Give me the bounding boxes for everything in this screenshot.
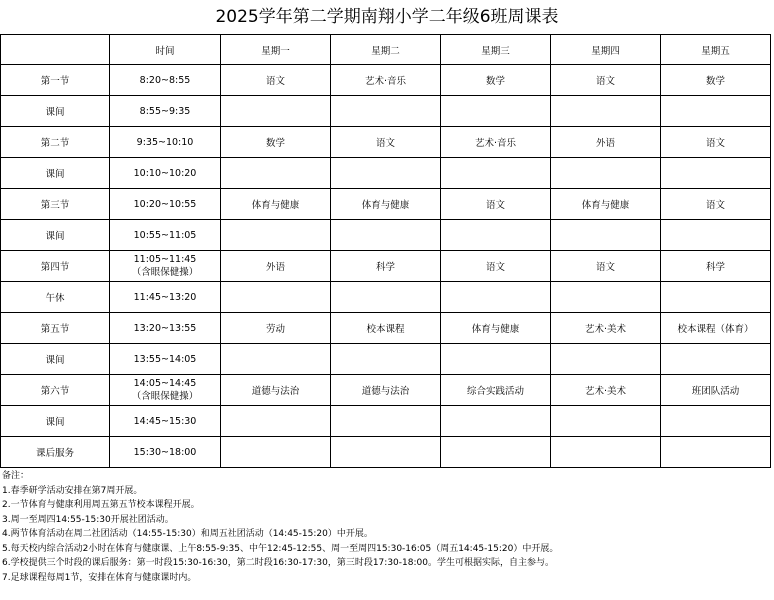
subject-cell: 艺术·美术 — [551, 375, 661, 406]
subject-cell: 外语 — [551, 127, 661, 158]
subject-cell — [551, 96, 661, 127]
time-range: 10:55~11:05 — [133, 229, 197, 241]
table-row — [1, 313, 771, 344]
table-row — [1, 282, 771, 313]
table-row — [1, 65, 771, 96]
subject-cell — [661, 96, 771, 127]
subject-cell — [551, 406, 661, 437]
subject-cell — [441, 344, 551, 375]
subject-cell — [221, 220, 331, 251]
note-item: 1.春季研学活动安排在第7周开展。 — [2, 485, 143, 496]
subject-cell — [441, 437, 551, 468]
period-time — [110, 437, 221, 468]
page-title: 2025学年第二学期南翔小学二年级6班周课表 — [215, 7, 559, 27]
table-row — [1, 189, 771, 220]
time-range: 13:55~14:05 — [133, 353, 197, 365]
subject-cell: 语文 — [331, 127, 441, 158]
subject-cell: 体育与健康 — [331, 189, 441, 220]
subject-cell — [661, 406, 771, 437]
note-item: 7.足球课程每周1节，安排在体育与健康课时内。 — [2, 572, 197, 583]
subject-cell: 科学 — [331, 251, 441, 282]
subject-cell — [551, 158, 661, 189]
subject-cell: 道德与法治 — [331, 375, 441, 406]
table-row — [1, 158, 771, 189]
time-range: 15:30~18:00 — [133, 446, 197, 458]
note-item: 6.学校提供三个时段的课后服务：第一时段15:30-16:30，第二时段16:30-17:30，第三时段17:30-18:00。学生可根据实际，自主参与。 — [2, 558, 554, 568]
header-time: 时间 — [110, 35, 221, 65]
table-row — [1, 375, 771, 406]
time-range: 14:05~14:45 — [133, 378, 197, 389]
subject-cell — [551, 437, 661, 468]
time-range: 10:20~10:55 — [133, 198, 197, 210]
subject-cell: 语文 — [661, 189, 771, 220]
subject-cell — [661, 282, 771, 313]
period-label: 课间 — [1, 344, 110, 375]
subject-cell: 劳动 — [221, 313, 331, 344]
time-range: 10:10~10:20 — [133, 167, 197, 179]
period-time — [110, 158, 221, 189]
subject-cell: 体育与健康 — [441, 313, 551, 344]
subject-cell — [331, 220, 441, 251]
subject-cell: 道德与法治 — [221, 375, 331, 406]
period-label: 午休 — [1, 282, 110, 313]
table-row — [1, 344, 771, 375]
subject-cell — [221, 282, 331, 313]
time-range: 9:35~10:10 — [136, 136, 194, 148]
period-label: 第一节 — [1, 65, 110, 96]
subject-cell — [221, 406, 331, 437]
time-note: （含眼保健操） — [131, 391, 199, 402]
subject-cell — [441, 158, 551, 189]
subject-cell — [221, 96, 331, 127]
period-time — [110, 65, 221, 96]
note-item: 5.每天校内综合活动2小时在体育与健康课、上午8:55-9:35、中午12:45-12:55、周一至周四15:30-16:05（周五14:45-15:20）中开展。 — [2, 543, 559, 554]
subject-cell — [331, 344, 441, 375]
time-range: 14:45~15:30 — [133, 415, 197, 427]
subject-cell: 体育与健康 — [221, 189, 331, 220]
subject-cell — [551, 344, 661, 375]
period-time — [110, 96, 221, 127]
schedule-table — [0, 34, 771, 468]
subject-cell: 数学 — [221, 127, 331, 158]
subject-cell: 艺术·音乐 — [331, 65, 441, 96]
header-day-tue: 星期二 — [331, 35, 441, 65]
subject-cell — [221, 158, 331, 189]
subject-cell — [331, 158, 441, 189]
subject-cell — [551, 282, 661, 313]
header-row — [1, 35, 771, 65]
period-time — [110, 127, 221, 158]
subject-cell: 艺术·美术 — [551, 313, 661, 344]
time-range: 13:20~13:55 — [133, 322, 197, 334]
header-corner — [1, 35, 110, 65]
period-time — [110, 313, 221, 344]
period-label: 第五节 — [1, 313, 110, 344]
subject-cell: 综合实践活动 — [441, 375, 551, 406]
period-time — [110, 344, 221, 375]
period-time — [110, 375, 221, 406]
time-range: 11:45~13:20 — [133, 291, 197, 303]
subject-cell — [441, 220, 551, 251]
period-label: 课间 — [1, 96, 110, 127]
period-time — [110, 189, 221, 220]
subject-cell — [441, 282, 551, 313]
subject-cell — [221, 437, 331, 468]
subject-cell — [661, 158, 771, 189]
subject-cell — [661, 437, 771, 468]
subject-cell: 语文 — [221, 65, 331, 96]
header-day-mon: 星期一 — [221, 35, 331, 65]
time-range: 8:20~8:55 — [139, 74, 191, 86]
subject-cell — [331, 96, 441, 127]
header-day-wed: 星期三 — [441, 35, 551, 65]
subject-cell: 语文 — [441, 251, 551, 282]
table-row — [1, 220, 771, 251]
subject-cell — [331, 437, 441, 468]
table-row — [1, 406, 771, 437]
time-range: 8:55~9:35 — [139, 105, 191, 117]
subject-cell: 班团队活动 — [661, 375, 771, 406]
period-label: 第六节 — [1, 375, 110, 406]
period-label: 第四节 — [1, 251, 110, 282]
notes-heading: 备注： — [2, 471, 30, 481]
header-day-fri: 星期五 — [661, 35, 771, 65]
subject-cell: 艺术·音乐 — [441, 127, 551, 158]
subject-cell: 外语 — [221, 251, 331, 282]
period-label: 课后服务 — [1, 437, 110, 468]
table-row — [1, 96, 771, 127]
subject-cell: 语文 — [661, 127, 771, 158]
subject-cell — [661, 220, 771, 251]
period-time — [110, 251, 221, 282]
note-item: 2.一节体育与健康利用周五第五节校本课程开展。 — [2, 500, 200, 510]
subject-cell: 体育与健康 — [551, 189, 661, 220]
subject-cell — [331, 406, 441, 437]
subject-cell: 校本课程（体育） — [661, 313, 771, 344]
period-time — [110, 406, 221, 437]
subject-cell — [551, 220, 661, 251]
header-day-thu: 星期四 — [551, 35, 661, 65]
subject-cell: 数学 — [441, 65, 551, 96]
period-label: 课间 — [1, 406, 110, 437]
time-range: 11:05~11:45 — [133, 254, 197, 265]
subject-cell: 科学 — [661, 251, 771, 282]
period-label: 第三节 — [1, 189, 110, 220]
subject-cell: 校本课程 — [331, 313, 441, 344]
period-time — [110, 282, 221, 313]
period-label: 第二节 — [1, 127, 110, 158]
subject-cell: 数学 — [661, 65, 771, 96]
period-label: 课间 — [1, 158, 110, 189]
subject-cell — [441, 406, 551, 437]
note-item: 3.周一至周四14:55-15:30开展社团活动。 — [2, 514, 174, 525]
period-label: 课间 — [1, 220, 110, 251]
subject-cell — [441, 96, 551, 127]
table-row — [1, 127, 771, 158]
subject-cell: 语文 — [551, 251, 661, 282]
time-note: （含眼保健操） — [131, 267, 199, 278]
table-row — [1, 251, 771, 282]
subject-cell: 语文 — [441, 189, 551, 220]
table-row — [1, 437, 771, 468]
subject-cell — [661, 344, 771, 375]
note-item: 4.两节体育活动在周二社团活动（14:55-15:30）和周五社团活动（14:45-15:20）中开展。 — [2, 529, 373, 539]
subject-cell — [221, 344, 331, 375]
period-time — [110, 220, 221, 251]
subject-cell — [331, 282, 441, 313]
subject-cell: 语文 — [551, 65, 661, 96]
notes — [2, 469, 772, 585]
